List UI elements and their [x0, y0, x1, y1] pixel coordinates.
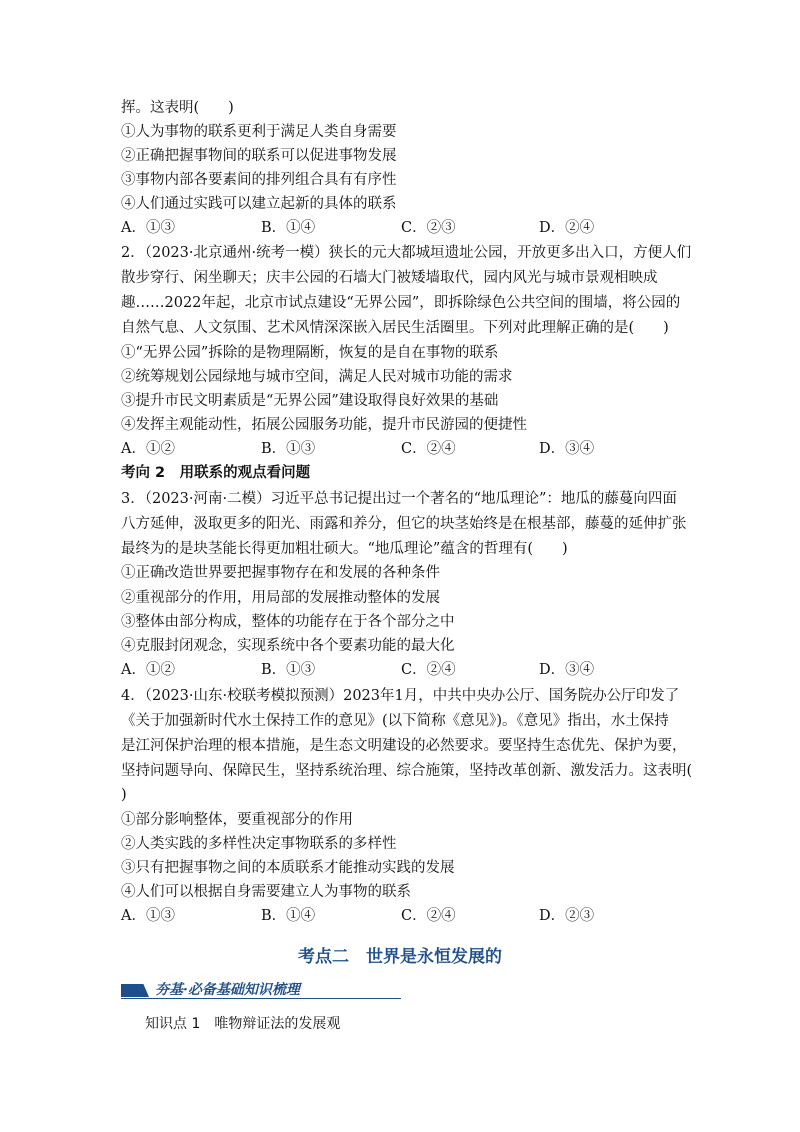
foundation-banner [121, 980, 401, 1002]
q3-option-c: C．②④ [401, 662, 456, 678]
q1-option-d: D．②④ [539, 220, 595, 236]
q4-options [121, 906, 681, 926]
q4-stem-line-5: ) [121, 787, 127, 803]
q4-choice-3: ③只有把握事物之间的本质联系才能推动实践的发展 [121, 860, 455, 876]
q2-stem-line-2: 散步穿行、闲坐聊天；庆丰公园的石墙大门被矮墙取代，园内风光与城市景观相映成 [121, 270, 658, 286]
q3-option-b: B．①③ [261, 662, 316, 678]
knowledge-point-heading: 知识点 1 唯物辩证法的发展观 [145, 1016, 341, 1032]
q3-stem-line-1: 3．（2023·河南·二模）习近平总书记提出过一个著名的“地瓜理论”：地瓜的藤蔓向四面 [121, 491, 677, 507]
q3-options [121, 660, 681, 680]
q2-choice-1: ①“无界公园”拆除的是物理隔断，恢复的是自在事物的联系 [121, 345, 499, 361]
q2-stem-line-4: 自然气息、人文氛围、艺术风情深深嵌入居民生活圈里。下列对此理解正确的是( ) [121, 320, 669, 336]
q3-choice-3: ③整体由部分构成，整体的功能存在于各个部分之中 [121, 614, 455, 630]
q1-choice-4: ④人们通过实践可以建立起新的具体的联系 [121, 196, 397, 212]
q3-stem-line-3: 最终为的是块茎能长得更加粗壮硕大。“地瓜理论”蕴含的哲理有( ) [121, 541, 568, 557]
q4-stem-line-3: 是江河保护治理的根本措施，是生态文明建设的必然要求。要坚持生态优先、保护为要， [121, 738, 687, 754]
q3-option-d: D．③④ [539, 662, 595, 678]
q3-option-a: A．①② [121, 662, 175, 678]
q2-option-d: D．③④ [539, 441, 595, 457]
q3-choice-2: ②重视部分的作用，用局部的发展推动整体的发展 [121, 590, 440, 606]
q1-option-a: A．①③ [121, 220, 175, 236]
q4-choice-4: ④人们可以根据自身需要建立人为事物的联系 [121, 884, 411, 900]
q2-choice-2: ②统筹规划公园绿地与城市空间，满足人民对城市功能的需求 [121, 369, 513, 385]
banner-label: 夯基·必备基础知识梳理 [155, 982, 300, 998]
q2-option-a: A．①② [121, 441, 175, 457]
q2-stem-line-3: 趣……2022年起，北京市试点建设“无界公园”，即拆除绿色公共空间的围墙，将公园的 [121, 295, 681, 311]
q1-option-b: B．①④ [261, 220, 316, 236]
q2-choice-4: ④发挥主观能动性，拓展公园服务功能，提升市民游园的便捷性 [121, 417, 527, 433]
banner-underline [121, 998, 401, 999]
q1-choice-3: ③事物内部各要素间的排列组合具有有序性 [121, 172, 397, 188]
q4-stem-line-4: 坚持问题导向、保障民生，坚持系统治理、综合施策，坚持改革创新、激发活力。这表明( [121, 763, 693, 779]
q4-stem-line-1: 4．（2023·山东·校联考模拟预测）2023年1月，中共中央办公厅、国务院办公厅印发了 [121, 688, 680, 704]
q4-option-c: C．②④ [401, 908, 456, 924]
q2-stem-line-1: 2．（2023·北京通州·统考一模）狭长的元大都城垣遗址公园，开放更多出入口，方便人们 [121, 245, 692, 261]
q2-options [121, 439, 681, 459]
q4-stem-line-2: 《关于加强新时代水土保持工作的意见》(以下简称《意见》)。《意见》指出，水土保持 [121, 713, 669, 729]
q4-option-a: A．①③ [121, 908, 175, 924]
q3-choice-1: ①正确改造世界要把握事物存在和发展的各种条件 [121, 565, 440, 581]
q1-choice-1: ①人为事物的联系更利于满足人类自身需要 [121, 124, 397, 140]
q1-option-c: C．②③ [401, 220, 456, 236]
banner-bar-decoration [121, 984, 149, 997]
section-title: 考点二 世界是永恒发展的 [298, 947, 502, 967]
q2-choice-3: ③提升市民文明素质是“无界公园”建设取得良好效果的基础 [121, 393, 499, 409]
q2-option-b: B．①③ [261, 441, 316, 457]
q4-option-b: B．①④ [261, 908, 316, 924]
q1-options [121, 218, 681, 238]
q1-choice-2: ②正确把握事物间的联系可以促进事物发展 [121, 148, 397, 164]
direction-2-heading: 考向 2 用联系的观点看问题 [121, 465, 311, 481]
q4-option-d: D．②③ [539, 908, 595, 924]
q3-stem-line-2: 八方延伸，汲取更多的阳光、雨露和养分，但它的块茎始终是在根基部，藤蔓的延伸扩张 [121, 516, 687, 532]
q1-stem-tail: 挥。这表明( ) [121, 100, 234, 116]
q4-choice-1: ①部分影响整体，要重视部分的作用 [121, 812, 353, 828]
q3-choice-4: ④克服封闭观念，实现系统中各个要素功能的最大化 [121, 638, 455, 654]
q2-option-c: C．②④ [401, 441, 456, 457]
q4-choice-2: ②人类实践的多样性决定事物联系的多样性 [121, 836, 397, 852]
